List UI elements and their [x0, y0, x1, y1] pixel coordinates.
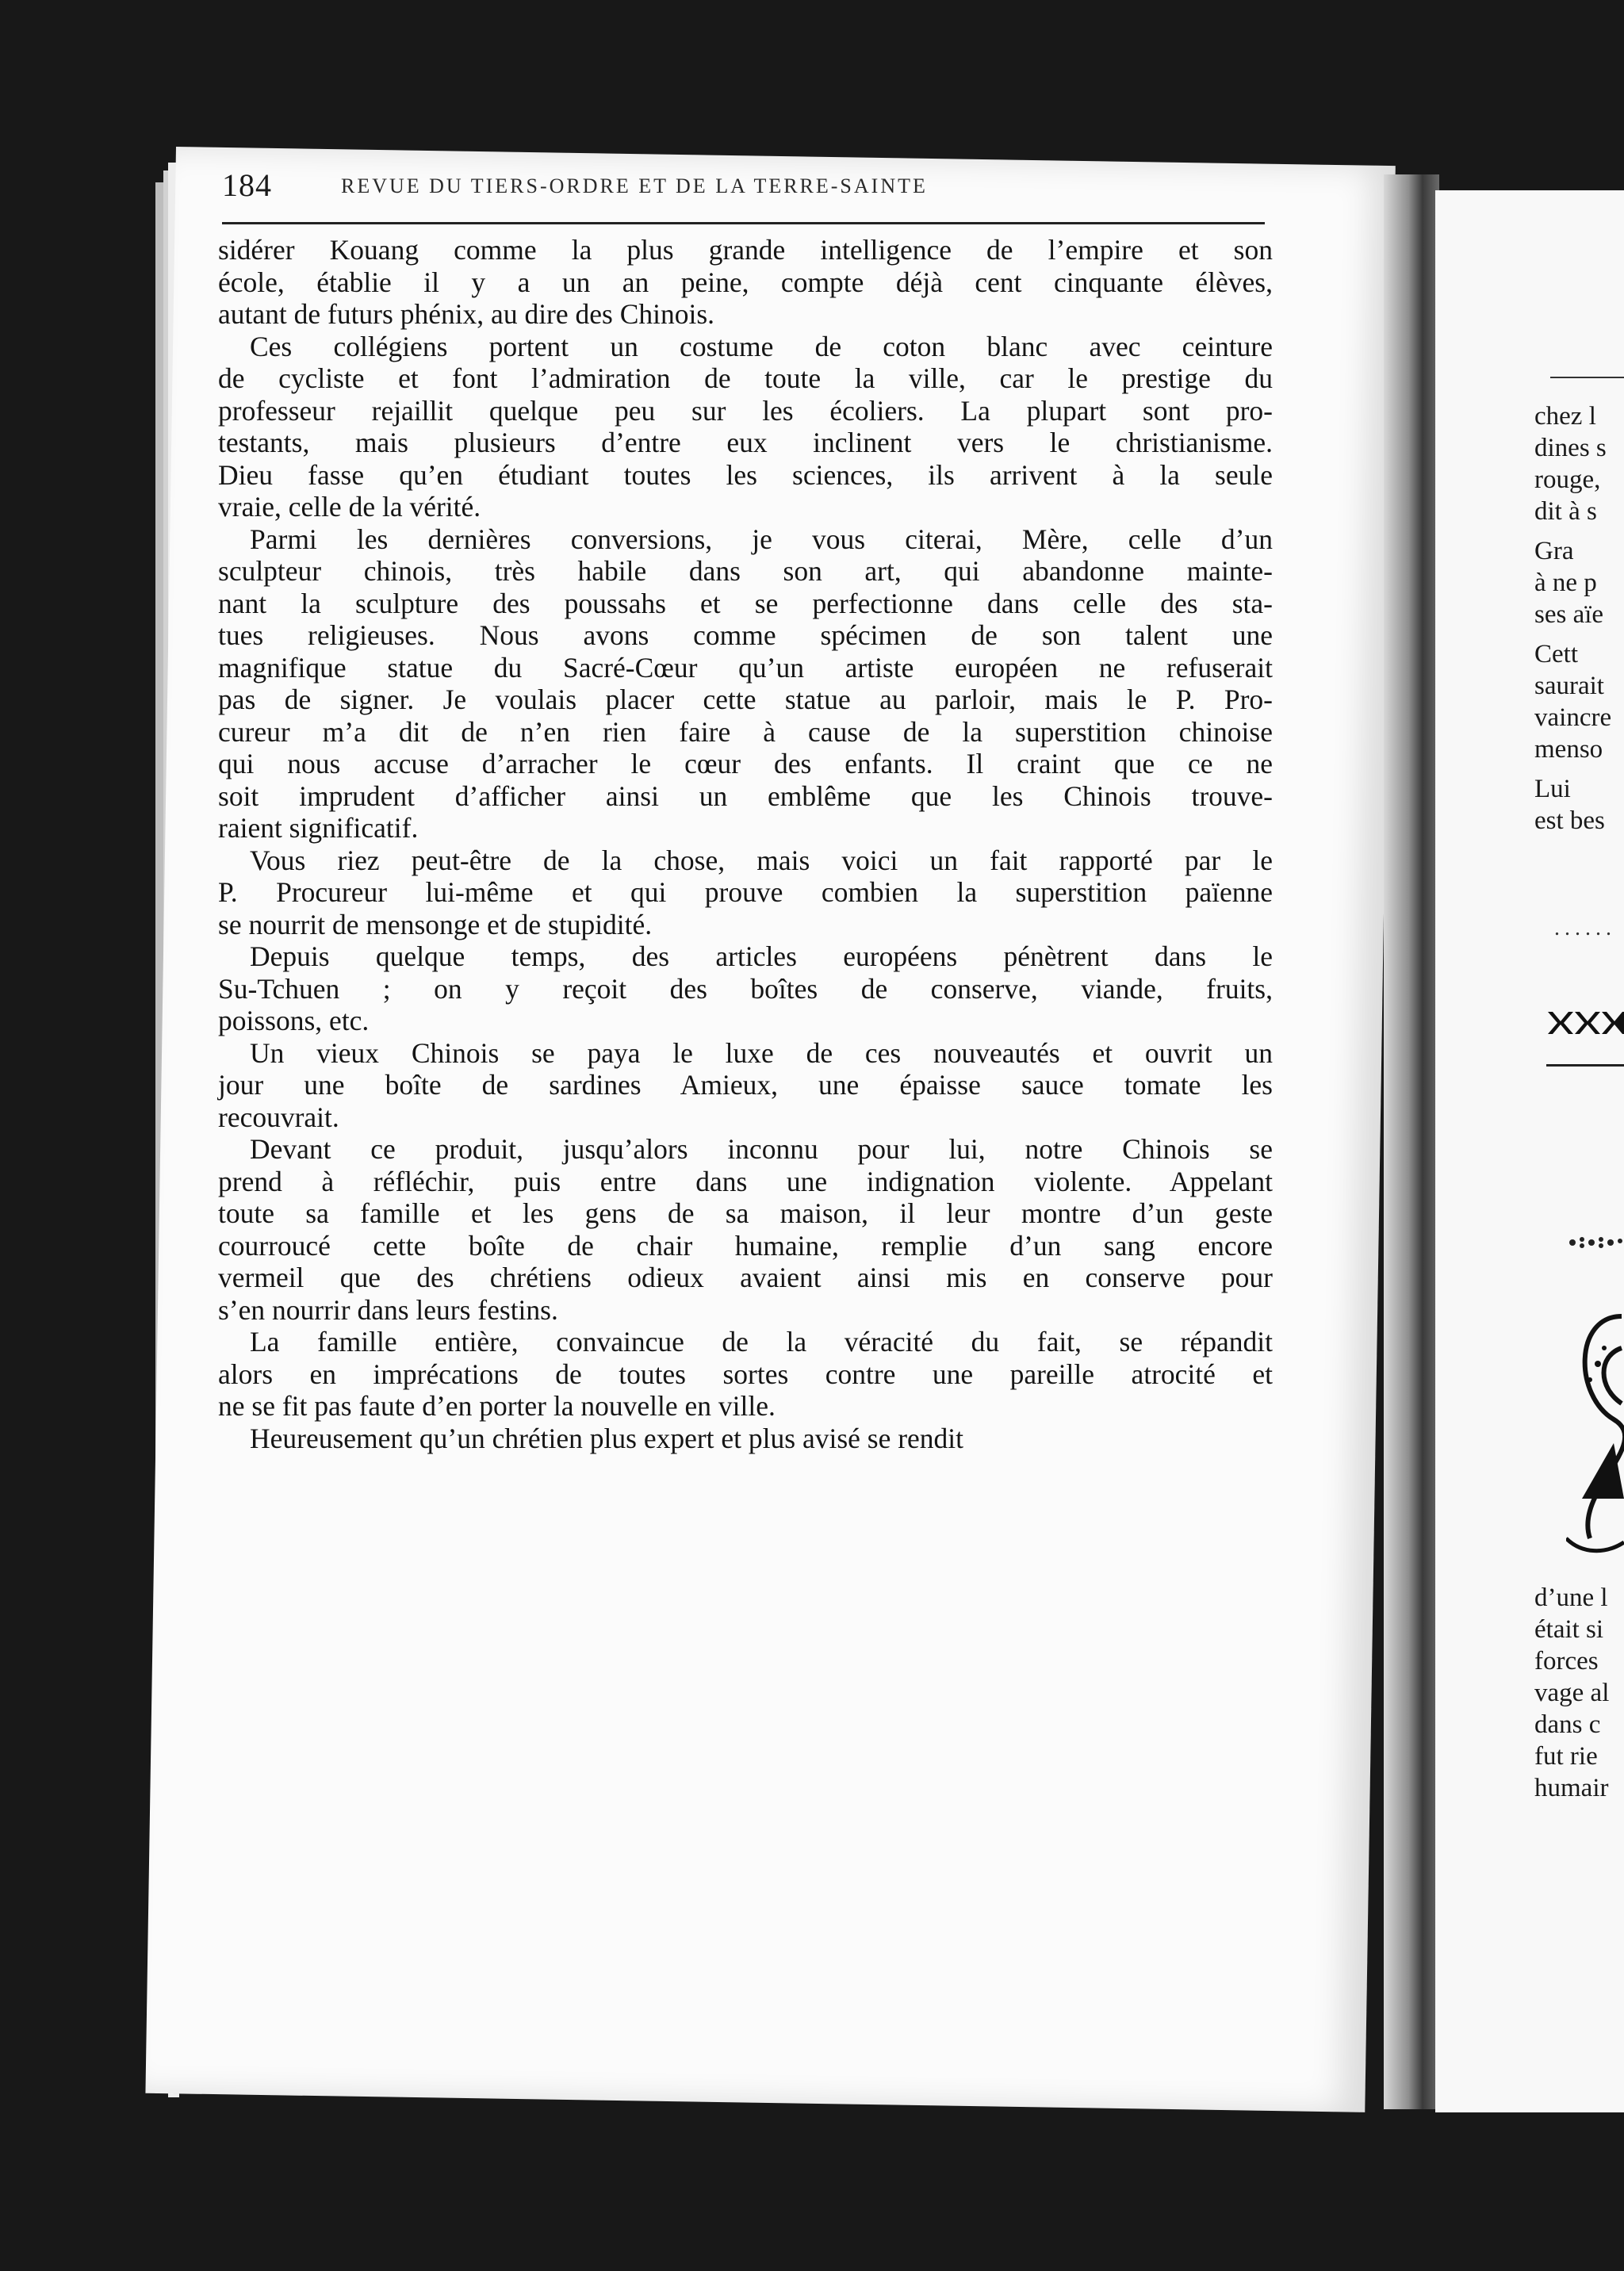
- text-line: soit imprudent d’afficher ainsi un emblême que les Chinois trouve-: [218, 779, 1273, 812]
- text-line: Depuis quelque temps, des articles européens pénètrent dans le: [250, 940, 1273, 972]
- text-line: poissons, etc.: [218, 1005, 370, 1036]
- text-line: pas de signer. Je voulais placer cette statue au parloir, mais le P. Pro-: [218, 684, 1273, 715]
- text-line: recouvrait.: [218, 1101, 339, 1133]
- right-text-line: vage al: [1534, 1679, 1610, 1707]
- journal-title: REVUE DU TIERS-ORDRE ET DE LA TERRE-SAINTE: [341, 174, 928, 197]
- right-text-line: Gra: [1534, 537, 1574, 565]
- right-page-text-top: [1534, 400, 1624, 837]
- ornament-rule: [1546, 1064, 1624, 1067]
- right-text-line: était si: [1534, 1615, 1604, 1644]
- paragraph: [218, 234, 1273, 331]
- text-line: s’en nourrir dans leurs festins.: [218, 1293, 558, 1326]
- paragraph: [218, 331, 1273, 523]
- right-text-line: à ne p: [1534, 569, 1597, 597]
- text-line: cureur m’a dit de n’en rien faire à cause de la superstition chinoise: [218, 715, 1273, 748]
- text-line: Vous riez peut-être de la chose, mais voici un fait rapporté par le: [250, 844, 1273, 876]
- page-number: 184: [222, 167, 272, 203]
- text-line: magnifique statue du Sacré-Cœur qu’un artiste européen ne refuserait: [218, 651, 1273, 684]
- text-line: sculpteur chinois, très habile dans son art, qui abandonne mainte-: [218, 555, 1273, 587]
- right-text-line: Lui: [1534, 775, 1571, 803]
- paragraph: [218, 844, 1273, 941]
- running-head: [222, 167, 1269, 222]
- text-line: Parmi les dernières conversions, je vous citerai, Mère, celle d’un: [250, 523, 1273, 555]
- paragraph: [218, 1037, 1273, 1134]
- text-line: Su-Tchuen ; on y reçoit des boîtes de conserve, viande, fruits,: [218, 972, 1273, 1005]
- paragraph: [218, 523, 1273, 844]
- book-gutter: [1384, 174, 1439, 2109]
- text-line: Ces collégiens portent un costume de coton blanc avec ceinture: [250, 330, 1273, 362]
- text-line: autant de futurs phénix, au dire des Chinois.: [218, 298, 715, 330]
- text-line: raient significatif.: [218, 812, 419, 844]
- right-text-line: forces: [1534, 1647, 1599, 1675]
- paragraph: [218, 1326, 1273, 1423]
- right-text-line: ses aïe: [1534, 600, 1604, 629]
- text-line: jour une boîte de sardines Amieux, une épaisse sauce tomate les: [218, 1069, 1273, 1101]
- text-line: Dieu fasse qu’en étudiant toutes les sciences, ils arrivent à la seule: [218, 458, 1273, 491]
- text-line: de cycliste et font l’admiration de toute la ville, car le prestige du: [218, 362, 1273, 394]
- text-line: vermeil que des chrétiens odieux avaient ainsi mis en conserve pour: [218, 1262, 1273, 1293]
- text-line: Heureusement qu’un chrétien plus expert et plus avisé se rendit: [250, 1422, 964, 1454]
- text-line: Devant ce produit, jusqu’alors inconnu pour lui, notre Chinois se: [250, 1133, 1273, 1165]
- text-line: qui nous accuse d’arracher le cœur des enfants. Il craint que ce ne: [218, 748, 1273, 779]
- right-text-line: dit à s: [1534, 497, 1597, 526]
- right-text-line: fut rie: [1534, 1742, 1598, 1771]
- text-line: courroucé cette boîte de chair humaine, remplie d’un sang encore: [218, 1229, 1273, 1262]
- right-page-rule: [1550, 377, 1624, 378]
- right-text-line: humair: [1534, 1774, 1609, 1802]
- right-text-line: saurait: [1534, 672, 1604, 700]
- text-line: prend à réfléchir, puis entre dans une indignation violente. Appelant: [218, 1165, 1273, 1197]
- paragraph: [218, 1133, 1273, 1326]
- text-line: toute sa famille et les gens de sa maison, il leur montre d’un geste: [218, 1197, 1273, 1229]
- text-line: testants, mais plusieurs d’entre eux inclinent vers le christianisme.: [218, 427, 1273, 458]
- right-text-line: dans c: [1534, 1710, 1601, 1739]
- right-text-line: Cett: [1534, 640, 1578, 668]
- text-line: tues religieuses. Nous avons comme spécimen de son talent une: [218, 619, 1273, 651]
- right-text-line: chez l: [1534, 402, 1596, 431]
- text-line: école, établie il y a un an peine, compte déjà cent cinquante élèves,: [218, 266, 1273, 298]
- text-line: vraie, celle de la vérité.: [218, 491, 481, 523]
- fleuron-icon: [1566, 1233, 1624, 1252]
- text-line: sidérer Kouang comme la plus grande intelligence de l’empire et son: [218, 234, 1273, 266]
- text-line: alors en imprécations de toutes sortes contre une pareille atrocité et: [218, 1358, 1273, 1390]
- right-text-line: vaincre: [1534, 703, 1612, 732]
- text-line: ne se fit pas faute d’en porter la nouvelle en ville.: [218, 1390, 776, 1422]
- body-text: [218, 234, 1273, 1454]
- text-line: Un vieux Chinois se paya le luxe de ces nouveautés et ouvrit un: [250, 1036, 1273, 1069]
- text-line: professeur rejaillit quelque peu sur les écoliers. La plupart sont pro-: [218, 394, 1273, 427]
- text-line: nant la sculpture des poussahs et se perfectionne dans celle des sta-: [218, 587, 1273, 619]
- paragraph: [218, 940, 1273, 1037]
- header-rule: [222, 222, 1265, 224]
- paragraph: [218, 1423, 1273, 1455]
- right-page-text-bottom: [1534, 1582, 1624, 1804]
- right-text-line: rouge,: [1534, 465, 1601, 494]
- text-line: P. Procureur lui-même et qui prouve combien la superstition païenne: [218, 876, 1273, 908]
- right-text-line: dines s: [1534, 434, 1607, 462]
- decorated-initial-icon: [1566, 1300, 1624, 1562]
- right-text-line: menso: [1534, 735, 1603, 764]
- right-text-line: est bes: [1534, 806, 1605, 835]
- ellipsis-dots: ......: [1554, 916, 1616, 940]
- right-text-line: d’une l: [1534, 1584, 1608, 1612]
- ornament-band-icon: [1546, 1007, 1624, 1039]
- text-line: se nourrit de mensonge et de stupidité.: [218, 908, 653, 940]
- text-line: La famille entière, convaincue de la véracité du fait, se répandit: [250, 1326, 1273, 1358]
